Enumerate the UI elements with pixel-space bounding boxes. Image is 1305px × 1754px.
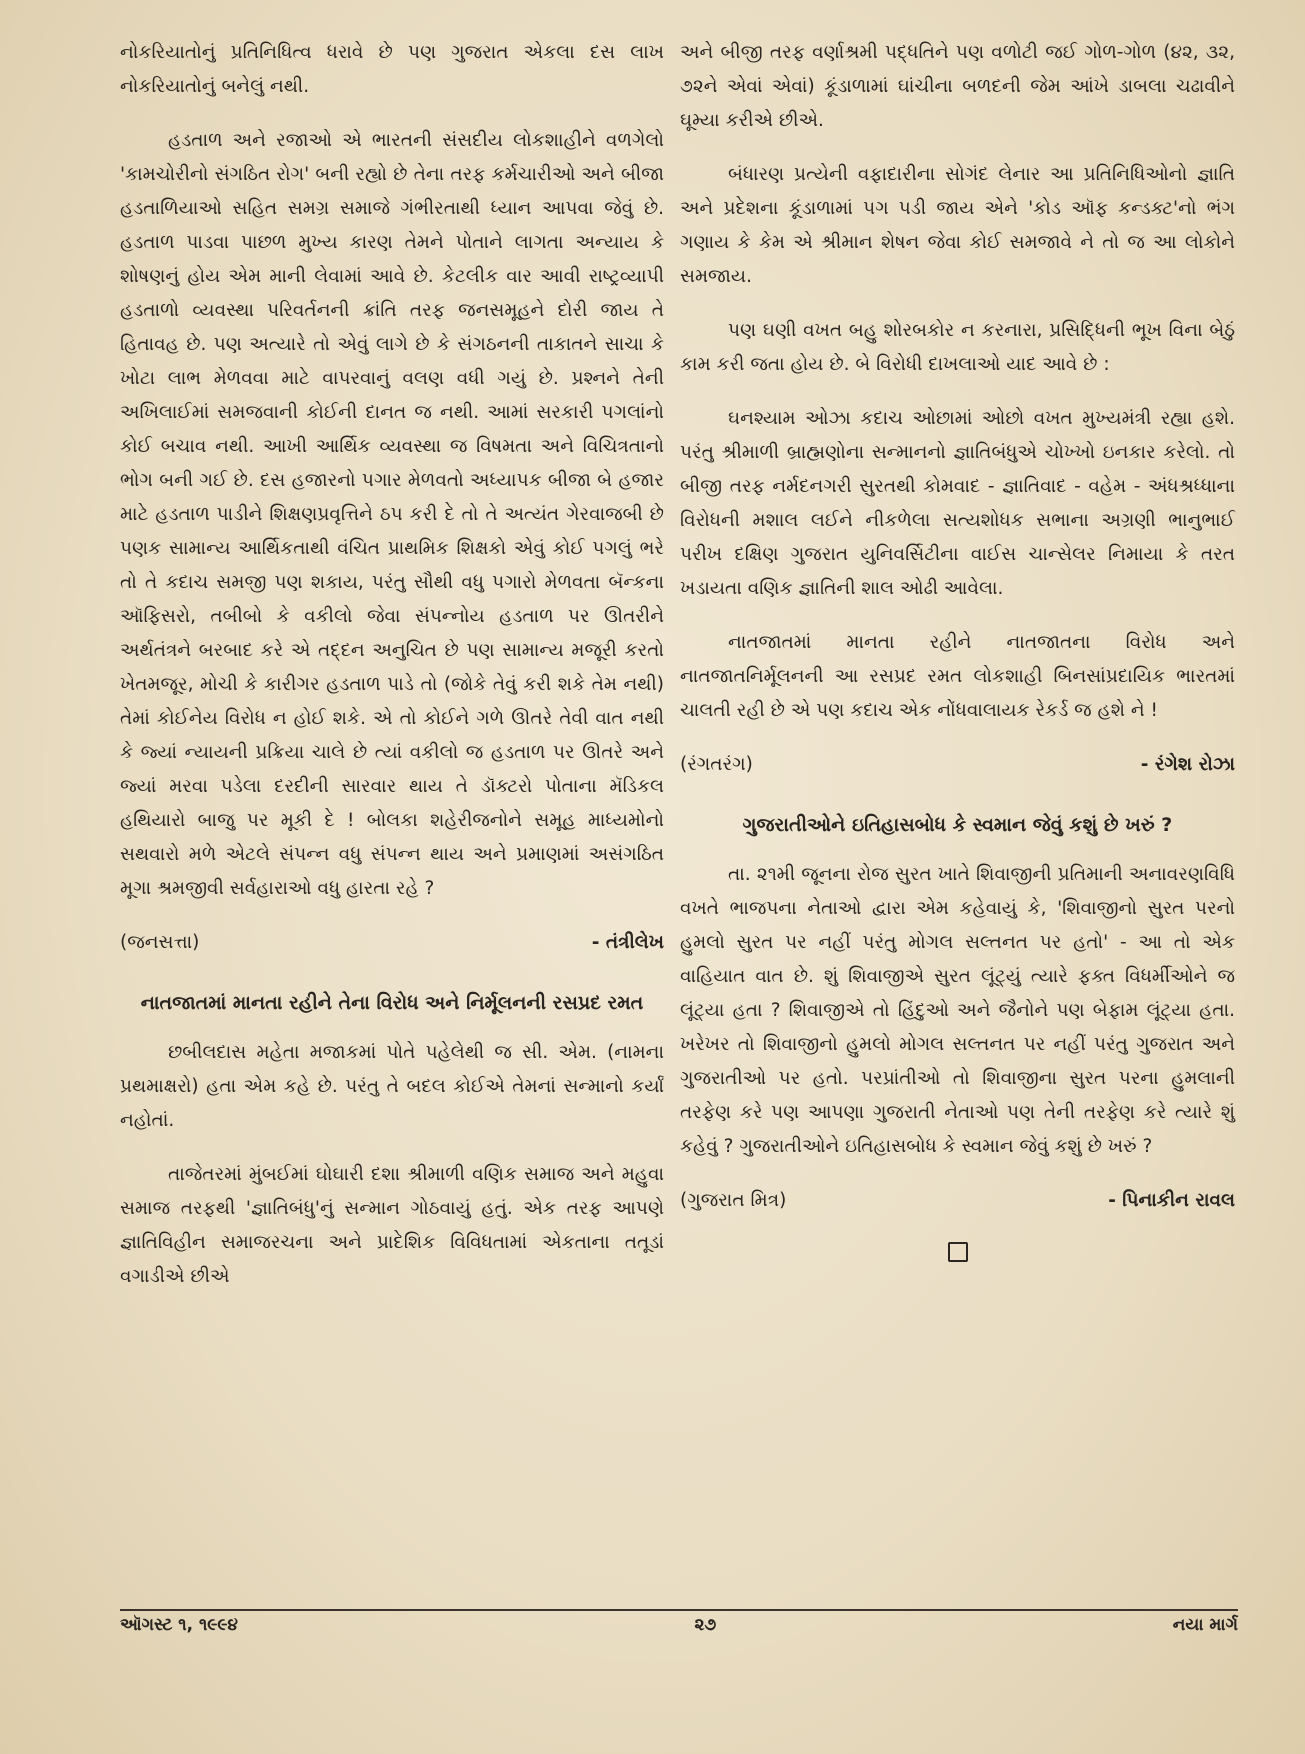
page-footer xyxy=(120,1615,1238,1635)
article-paragraph: બંધારણ પ્રત્યેની વફાદારીના સોગંદ લેનાર આ પ્રતિનિધિઓનો જ્ઞાતિ અને પ્રદેશના કૂંડાળામાં પગ પડી જાય એને 'કોડ ઑફ કન્ડક્ટ'નો ભંગ ગણાય કે કેમ એ શ્રીમાન શેષન જેવા કોઈ સમજાવે ને તો જ આ લોકોને સમજાય. xyxy=(680,164,1235,287)
author-label: - તંત્રીલેખ xyxy=(591,932,664,953)
left-column xyxy=(120,36,664,1314)
article-heading: ગુજરાતીઓને ઇતિહાસબોધ કે સ્વમાન જેવું કશું છે ખરું ? xyxy=(742,814,1173,836)
author-label: - પિનાકીન રાવલ xyxy=(1108,1190,1235,1211)
article-paragraph: અને બીજી તરફ વર્ણાશ્રમી પદ્ધતિને પણ વળોટી જઈ ગોળ-ગોળ (૪૨, ૩૨, ૭૨ને એવાં એવાં) કૂંડાળામાં ઘાંચીના બળદની જેમ આંખે ડાબલા ચઢાવીને ઘૂમ્યા કરીએ છીએ. xyxy=(680,42,1235,131)
article-paragraph: નોકરિયાતોનું પ્રતિનિધિત્વ ધરાવે છે પણ ગુજરાત એકલા દસ લાખ નોકરિયાતોનું બનેલું નથી. xyxy=(120,42,664,97)
article-paragraph: તા. ૨૧મી જૂનના રોજ સુરત ખાતે શિવાજીની પ્રતિમાની અનાવરણવિધિ વખતે ભાજપના નેતાઓ દ્વારા એમ કહેવાયું કે, 'શિવાજીનો સુરત પરનો હુમલો સુરત પર નહીં પરંતુ મોગલ સલ્તનત પર હતો' - આ તો એક વાહિયાત વાત છે. શું શિવાજીએ સુરત લૂંટ્યું ત્યારે ફક્ત વિધર્મીઓને જ લૂંટ્યા હતા ? શિવાજીએ તો હિંદુઓ અને જૈનોને પણ બેફામ લૂંટ્યા હતા. ખરેખર તો શિવાજીનો હુમલો મોગલ સલ્તનત પર નહીં પરંતુ ગુજરાત અને ગુજરાતીઓ પર હતો. પરપ્રાંતીઓ તો શિવાજીના સુરત પરના હુમલાની તરફેણ કરે પણ આપણા ગુજરાતી નેતાઓ પણ તેની તરફેણ કરે ત્યારે શું કહેવું ? ગુજરાતીઓને ઇતિહાસબોધ કે સ્વમાન જેવું કશું છે ખરું ? xyxy=(680,864,1235,1157)
article-heading: નાતજાતમાં માનતા રહીને તેના વિરોધ અને નિર્મૂલનની રસપ્રદ રમત xyxy=(140,992,644,1014)
article-paragraph: તાજેતરમાં મુંબઈમાં ઘોઘારી દશા શ્રીમાળી વણિક સમાજ અને મહુવા સમાજ તરફથી 'જ્ઞાતિબંધુ'નું સન્માન ગોઠવાયું હતું. એક તરફ આપણે જ્ઞાતિવિહીન સમાજરચના અને પ્રાદેશિક વિવિધતામાં એકતાના તતૂડાં વગાડીએ છીએ xyxy=(120,1164,664,1287)
article-paragraph: પણ ઘણી વખત બહુ શોરબકોર ન કરનારા, પ્રસિદ્ધિની ભૂખ વિના બેઠું કામ કરી જતા હોય છે. બે વિરોધી દાખલાઓ યાદ આવે છે : xyxy=(680,320,1235,375)
publication-name: નયા માર્ગ xyxy=(1172,1615,1238,1635)
article-credit xyxy=(120,926,664,960)
article-paragraph: ઘનશ્યામ ઓઝા કદાચ ઓછામાં ઓછો વખત મુખ્યમંત્રી રહ્યા હશે. પરંતુ શ્રીમાળી બ્રાહ્મણોના સન્માનનો જ્ઞાતિબંધુએ ચોખ્ખો ઇનકાર કરેલો. તો બીજી તરફ નર્મદનગરી સુરતથી કોમવાદ - જ્ઞાતિવાદ - વહેમ - અંધશ્રધ્ધાના વિરોધની મશાલ લઈને નીકળેલા સત્યશોધક સભાના અગ્રણી ભાનુભાઈ પરીખ દક્ષિણ ગુજરાત યુનિવર્સિટીના વાઈસ ચાન્સેલર નિમાયા કે તરત ખડાયતા વણિક જ્ઞાતિની શાલ ઓઢી આવેલા. xyxy=(680,408,1235,599)
end-of-article-icon xyxy=(948,1242,968,1262)
author-label: - રંગેશ રોઝા xyxy=(1140,754,1235,775)
source-label: (રંગતરંગ) xyxy=(680,754,753,775)
article-credit xyxy=(680,748,1235,782)
article-paragraph: છબીલદાસ મહેતા મજાકમાં પોતે પહેલેથી જ સી. એમ. (નામના પ્રથમાક્ષરો) હતા એમ કહે છે. પરંતુ તે બદલ કોઈએ તેમનાં સન્માનો કર્યાં નહોતાં. xyxy=(120,1042,664,1131)
footer-date: ઑગસ્ટ ૧, ૧૯૯૪ xyxy=(120,1615,238,1635)
article-paragraph: નાતજાતમાં માનતા રહીને નાતજાતના વિરોધ અને નાતજાતનિર્મૂલનની આ રસપ્રદ રમત લોકશાહી બિનસાંપ્રદાયિક ભારતમાં ચાલતી રહી છે એ પણ કદાચ એક નોંધવાલાયક રેકર્ડ જ હશે ને ! xyxy=(680,632,1235,721)
source-label: (ગુજરાત મિત્ર) xyxy=(680,1190,787,1211)
article-credit xyxy=(680,1184,1235,1218)
page-number: ૨૭ xyxy=(694,1615,717,1635)
source-label: (જનસત્તા) xyxy=(120,932,200,953)
right-column xyxy=(680,36,1235,1262)
footer-divider xyxy=(120,1609,1238,1611)
article-paragraph: હડતાળ અને રજાઓ એ ભારતની સંસદીય લોકશાહીને વળગેલો 'કામચોરીનો સંગઠિત રોગ' બની રહ્યો છે તેના તરફ કર્મચારીઓ અને બીજા હડતાળિયાઓ સહિત સમગ્ર સમાજે ગંભીરતાથી ધ્યાન આપવા જેવું છે. હડતાળ પાડવા પાછળ મુખ્ય કારણ તેમને પોતાને લાગતા અન્યાય કે શોષણનું હોય એમ માની લેવામાં આવે છે. કેટલીક વાર આવી રાષ્ટ્રવ્યાપી હડતાળો વ્યવસ્થા પરિવર્તનની ક્રાંતિ તરફ જનસમૂહને દોરી જાય તે હિતાવહ છે. પણ અત્યારે તો એવું લાગે છે કે સંગઠનની તાકાતને સાચા કે ખોટા લાભ મેળવવા માટે વાપરવાનું વલણ વધી ગયું છે. પ્રશ્નને તેની અખિલાઈમાં સમજવાની કોઈની દાનત જ નથી. આમાં સરકારી પગલાંનો કોઈ બચાવ નથી. આખી આર્થિક વ્યવસ્થા જ વિષમતા અને વિચિત્રતાનો ભોગ બની ગઈ છે. દસ હજારનો પગાર મેળવતો અધ્યાપક બીજા બે હજાર માટે હડતાળ પાડીને શિક્ષણપ્રવૃત્તિને ઠપ કરી દે તો તે અત્યંત ગેરવાજબી છે પણક સામાન્ય આર્થિકતાથી વંચિત પ્રાથમિક શિક્ષકો એવું કોઈ પગલું ભરે તો તે કદાચ સમજી પણ શકાય, પરંતુ સૌથી વધુ પગારો મેળવતા બૅન્કના ઑફિસરો, તબીબો કે વકીલો જેવા સંપન્નોય હડતાળ પર ઊતરીને અર્થતંત્રને બરબાદ કરે એ તદ્દન અનુચિત છે પણ સામાન્ય મજૂરી કરતો ખેતમજૂર, મોચી કે કારીગર હડતાળ પાડે તો (જોકે તેવું કરી શકે તેમ નથી) તેમાં કોઈનેય વિરોધ ન હોઈ શકે. એ તો કોઈને ગળે ઊતરે તેવી વાત નથી કે જ્યાં ન્યાયની પ્રક્રિયા ચાલે છે ત્યાં વકીલો જ હડતાળ પર ઊતરે અને જ્યાં મરવા પડેલા દરદીની સારવાર થાય તે ડૉક્ટરો પોતાના મૅડિકલ હથિયારો બાજુ પર મૂકી દે ! બોલકા શહેરીજનોને સમૂહ માધ્યમોનો સથવારો મળે એટલે સંપન્ન વધુ સંપન્ન થાય અને પ્રમાણમાં અસંગઠિત મૂગા શ્રમજીવી સર્વહારાઓ વધુ હારતા રહે ? xyxy=(120,130,664,899)
